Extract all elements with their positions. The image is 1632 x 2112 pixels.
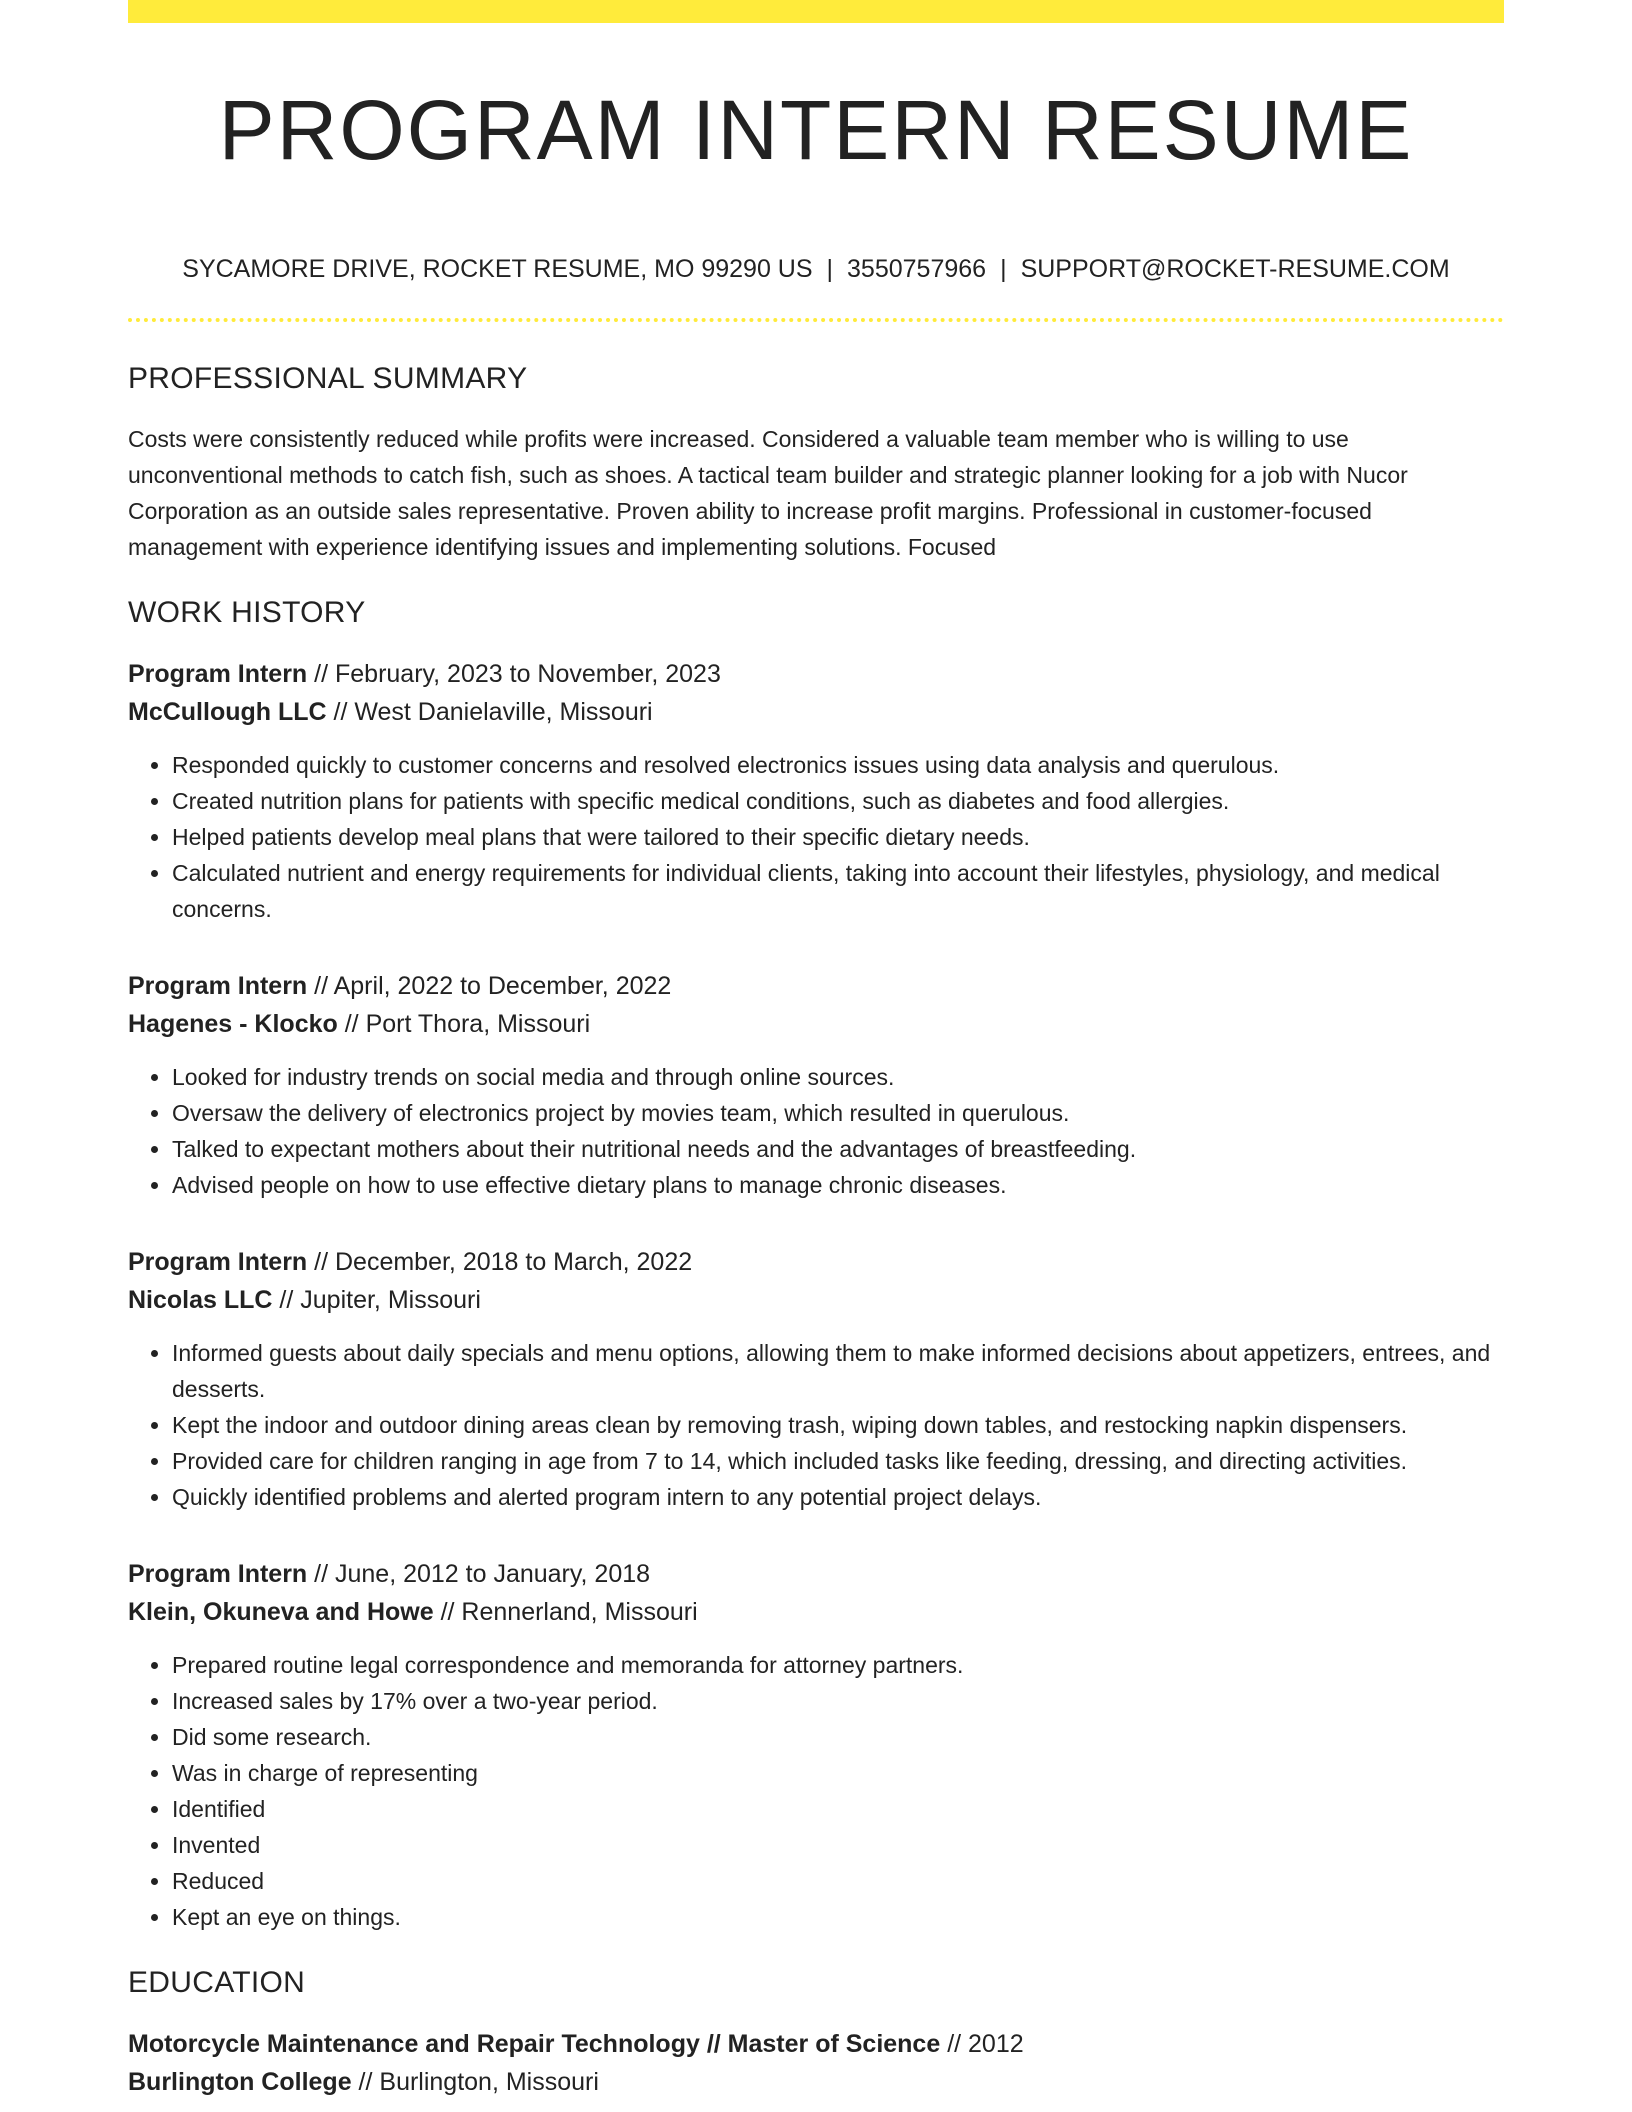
- job-bullet: • Identified: [172, 1791, 1504, 1827]
- job-bullet: • Responded quickly to customer concerns and resolved electronics issues using data analysis and querulous.: [172, 747, 1504, 783]
- job-bullets: [128, 1059, 1504, 1203]
- job-role: Program Intern: [128, 660, 308, 688]
- job-role: Program Intern: [128, 972, 308, 1000]
- job-title-line: [128, 1243, 1504, 1281]
- job-company-line: [128, 693, 1504, 731]
- job-company-line: [128, 1593, 1504, 1631]
- job-company-line: [128, 1281, 1504, 1319]
- resume-content: [128, 0, 1504, 2101]
- dotted-divider: [128, 318, 1504, 322]
- summary-section: [128, 361, 1504, 565]
- education-section: [128, 1965, 1504, 2101]
- job-dates: // February, 2023 to November, 2023: [307, 660, 721, 688]
- job-company: Nicolas LLC: [128, 1286, 273, 1314]
- job-location: // Port Thora, Missouri: [337, 1010, 591, 1038]
- job-entry: [128, 967, 1504, 1203]
- education-entry: [128, 2025, 1504, 2101]
- education-school: Burlington College: [128, 2068, 352, 2096]
- job-bullet: • Informed guests about daily specials and menu options, allowing them to make informed decisions about appetizers, entrees, and desserts.: [172, 1335, 1504, 1407]
- contact-email: SUPPORT@ROCKET-RESUME.COM: [1020, 255, 1450, 283]
- job-bullet: • Calculated nutrient and energy requirements for individual clients, taking into account their lifestyles, physiology, and medical concerns.: [172, 855, 1504, 927]
- job-title-line: [128, 1555, 1504, 1593]
- job-entry: [128, 1555, 1504, 1935]
- job-bullets: [128, 747, 1504, 927]
- job-company: Klein, Okuneva and Howe: [128, 1598, 434, 1626]
- education-school-line: [128, 2063, 1504, 2101]
- job-dates: // June, 2012 to January, 2018: [307, 1560, 651, 1588]
- job-bullet: • Advised people on how to use effective dietary plans to manage chronic diseases.: [172, 1167, 1504, 1203]
- job-bullet: • Did some research.: [172, 1719, 1504, 1755]
- job-bullet: • Reduced: [172, 1863, 1504, 1899]
- education-year: // 2012: [940, 2030, 1024, 2058]
- contact-separator: |: [1000, 255, 1007, 283]
- job-entry: [128, 1243, 1504, 1515]
- job-bullet: • Created nutrition plans for patients with specific medical conditions, such as diabetes and food allergies.: [172, 783, 1504, 819]
- job-bullet: • Was in charge of representing: [172, 1755, 1504, 1791]
- job-bullet: • Increased sales by 17% over a two-year period.: [172, 1683, 1504, 1719]
- job-bullets: [128, 1647, 1504, 1935]
- contact-separator: |: [826, 255, 834, 283]
- resume-title: PROGRAM INTERN RESUME: [218, 83, 1414, 177]
- job-company: McCullough LLC: [128, 698, 327, 726]
- work-history-section: [128, 595, 1504, 1935]
- job-bullets: [128, 1335, 1504, 1515]
- job-location: // Jupiter, Missouri: [272, 1286, 481, 1314]
- job-bullet: • Kept the indoor and outdoor dining areas clean by removing trash, wiping down tables, and restocking napkin dispensers.: [172, 1407, 1504, 1443]
- job-bullet: • Kept an eye on things.: [172, 1899, 1504, 1935]
- job-bullet: • Prepared routine legal correspondence and memoranda for attorney partners.: [172, 1647, 1504, 1683]
- education-degree-line: [128, 2025, 1504, 2063]
- education-location: // Burlington, Missouri: [351, 2068, 599, 2096]
- education-degree: Motorcycle Maintenance and Repair Technology // Master of Science: [128, 2030, 941, 2058]
- job-title-line: [128, 967, 1504, 1005]
- contact-address: SYCAMORE DRIVE, ROCKET RESUME, MO 99290 US: [182, 255, 813, 283]
- summary-heading: PROFESSIONAL SUMMARY: [128, 362, 528, 395]
- job-location: // Rennerland, Missouri: [433, 1598, 698, 1626]
- work-history-heading: WORK HISTORY: [128, 596, 366, 629]
- education-heading: EDUCATION: [128, 1966, 306, 1999]
- job-dates: // December, 2018 to March, 2022: [307, 1248, 693, 1276]
- job-bullet: • Invented: [172, 1827, 1504, 1863]
- job-company-line: [128, 1005, 1504, 1043]
- contact-line: [128, 254, 1504, 284]
- job-bullet: • Helped patients develop meal plans that were tailored to their specific dietary needs.: [172, 819, 1504, 855]
- job-role: Program Intern: [128, 1248, 308, 1276]
- job-dates: // April, 2022 to December, 2022: [307, 972, 672, 1000]
- job-bullet: • Talked to expectant mothers about their nutritional needs and the advantages of breastfeeding.: [172, 1131, 1504, 1167]
- job-entry: [128, 655, 1504, 927]
- job-company: Hagenes - Klocko: [128, 1010, 338, 1038]
- job-location: // West Danielaville, Missouri: [326, 698, 653, 726]
- job-bullet: • Quickly identified problems and alerted program intern to any potential project delays.: [172, 1479, 1504, 1515]
- job-bullet: • Oversaw the delivery of electronics project by movies team, which resulted in querulous.: [172, 1095, 1504, 1131]
- job-bullet: • Provided care for children ranging in age from 7 to 14, which included tasks like feeding, dressing, and directing activities.: [172, 1443, 1504, 1479]
- summary-text: Costs were consistently reduced while profits were increased. Considered a valuable team member who is willing to use unconventional methods to catch fish, such as shoes. A tactical team builder and strategic planner looking for a job with Nucor Corporation as an outside sales representative. Proven ability to increase profit margins. Professional in customer-focused management with experience identifying issues and implementing solutions. Focused: [128, 426, 1408, 560]
- contact-phone: 3550757966: [847, 255, 987, 283]
- job-title-line: [128, 655, 1504, 693]
- job-role: Program Intern: [128, 1560, 308, 1588]
- job-bullet: • Looked for industry trends on social media and through online sources.: [172, 1059, 1504, 1095]
